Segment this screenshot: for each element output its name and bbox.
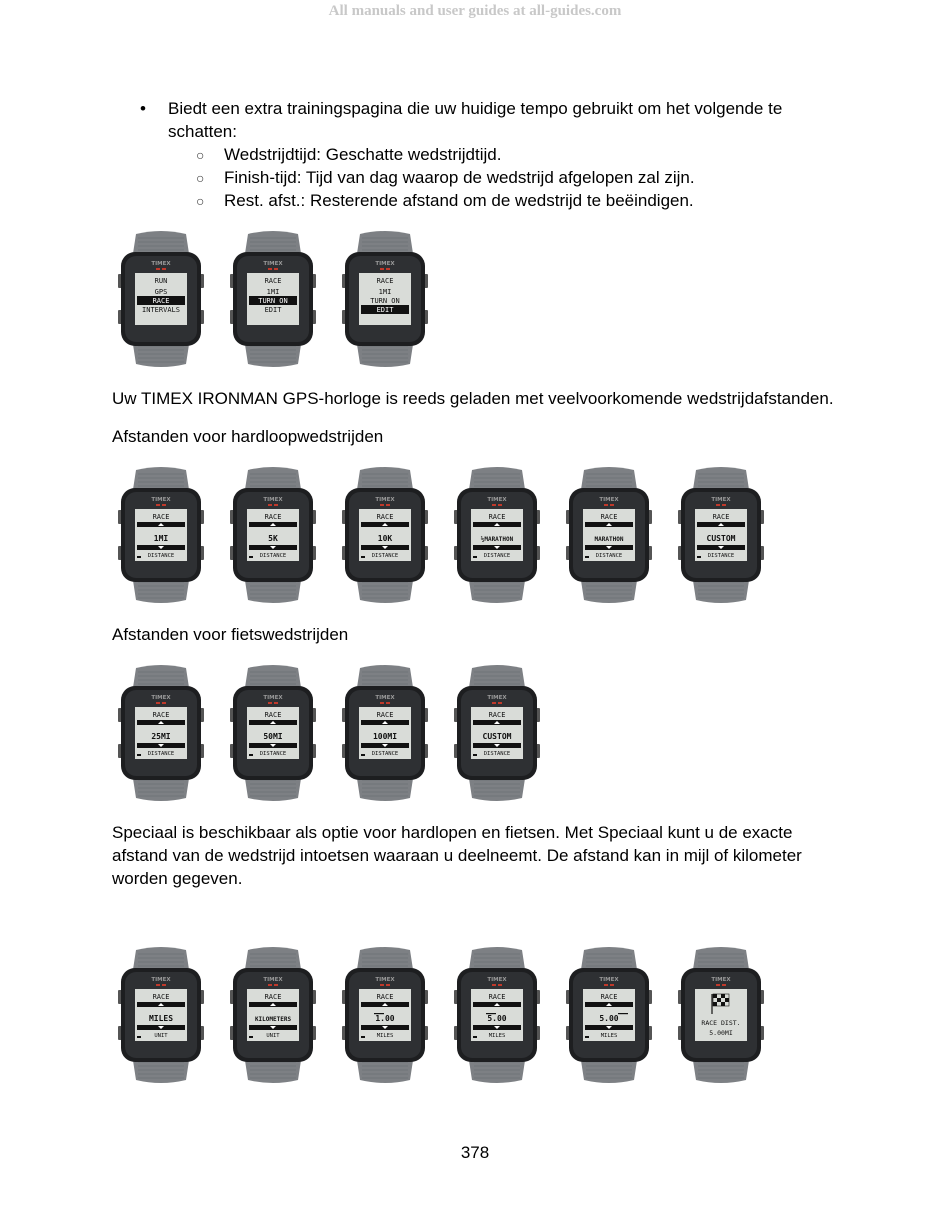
watch-screen-footer: MILES	[376, 1033, 394, 1039]
watch-illustration	[230, 664, 316, 802]
watch	[566, 946, 652, 1084]
watch-brand-logo: TIMEX	[711, 497, 731, 503]
watch-brand-logo: TIMEX	[599, 977, 619, 983]
paragraph-custom-distance: Speciaal is beschikbaar als optie voor hardlopen en fietsen. Met Speciaal kunt u de exacte afstand van de wedstrijd intoetsen waaraan u deelneemt. De afstand kan in mijl of kilometer worden gegeven.	[112, 823, 802, 888]
bullet-text: Biedt een extra trainingspagina die uw huidige tempo gebruikt om het volgende te schatten:	[168, 99, 783, 141]
watch-brand-logo: TIMEX	[375, 497, 395, 503]
watch-illustration	[566, 466, 652, 604]
watch-brand-logo: TIMEX	[487, 497, 507, 503]
watch-digit-cursor	[618, 1013, 628, 1014]
watch-screen-title: RACE	[264, 513, 282, 521]
watch-screen-title: RACE	[152, 711, 170, 719]
battery-icon	[585, 1036, 589, 1038]
watch-screen-footer: DISTANCE	[147, 751, 175, 757]
watch-screen-footer: DISTANCE	[259, 751, 287, 757]
watch-screen-title: RACE	[152, 993, 170, 1001]
watch-illustration	[678, 466, 764, 604]
battery-icon	[473, 754, 477, 756]
sub-item-marker: ○	[196, 170, 205, 186]
watch-screen-line: EDIT	[264, 306, 282, 314]
watch	[454, 946, 540, 1084]
watch-screen-value: 100MI	[372, 732, 398, 741]
sub-item	[196, 166, 695, 190]
watch-screen-footer: UNIT	[154, 1033, 168, 1039]
watch-brand-logo: TIMEX	[375, 977, 395, 983]
watch-brand-logo: TIMEX	[151, 695, 171, 701]
watch-brand-logo: TIMEX	[151, 497, 171, 503]
watch	[230, 466, 316, 604]
watch-illustration	[566, 946, 652, 1084]
battery-icon	[137, 754, 141, 756]
watch-screen-value: 1MI	[153, 534, 169, 543]
watch-illustration	[230, 230, 316, 368]
watch-screen-footer: MILES	[488, 1033, 506, 1039]
watch-digit-cursor	[486, 1013, 496, 1014]
watch-illustration	[678, 946, 764, 1084]
watch-screen-footer: DISTANCE	[707, 553, 735, 559]
battery-icon	[585, 556, 589, 558]
watch-screen-title: RACE	[264, 711, 282, 719]
watch-brand-logo: TIMEX	[263, 261, 283, 267]
watch-screen-line: RACE DIST.	[701, 1019, 741, 1027]
watch-screen-value: 25MI	[151, 732, 171, 741]
watch-illustration	[342, 466, 428, 604]
watch	[566, 466, 652, 604]
watch	[230, 946, 316, 1084]
watch-digit-cursor	[374, 1013, 384, 1014]
watch	[118, 230, 204, 368]
watch-screen-value: 50MI	[263, 732, 283, 741]
page-number: 378	[460, 1143, 490, 1162]
watch-illustration	[118, 946, 204, 1084]
sub-item-text: Rest. afst.: Resterende afstand om de wedstrijd te beëindigen.	[224, 191, 694, 210]
watch	[230, 664, 316, 802]
watch-screen-title: RACE	[488, 993, 506, 1001]
watch-screen-title: RUN	[154, 277, 168, 285]
watch-screen-value: 5.00	[599, 1014, 619, 1023]
watch	[342, 946, 428, 1084]
watch-screen-value: 10K	[377, 534, 393, 543]
watch-illustration	[118, 466, 204, 604]
sub-item	[196, 189, 694, 213]
watch-screen-line: RACE	[152, 297, 170, 305]
watch	[118, 466, 204, 604]
watch-brand-logo: TIMEX	[375, 695, 395, 701]
battery-icon	[361, 1036, 365, 1038]
watch-screen-title: RACE	[152, 513, 170, 521]
watch-screen-title: RACE	[376, 993, 394, 1001]
watch-brand-logo: TIMEX	[151, 977, 171, 983]
watch-illustration	[342, 664, 428, 802]
watch	[678, 946, 764, 1084]
battery-icon	[473, 556, 477, 558]
watch-screen-title: RACE	[600, 513, 618, 521]
sub-item-text: Finish-tijd: Tijd van dag waarop de wedstrijd afgelopen zal zijn.	[224, 168, 695, 187]
watch-screen-value: CUSTOM	[482, 732, 512, 741]
watch-screen-title: RACE	[264, 277, 282, 285]
watch-screen-value: KILOMETERS	[254, 1016, 292, 1023]
watch-screen-footer: DISTANCE	[147, 553, 175, 559]
watch-screen-value: 5K	[268, 534, 278, 543]
watch-screen-footer: DISTANCE	[483, 751, 511, 757]
watch-screen-line: 5.00MI	[709, 1029, 733, 1037]
watch-screen-line: GPS	[154, 288, 168, 296]
battery-icon	[137, 556, 141, 558]
watch	[118, 664, 204, 802]
watch-screen-footer: DISTANCE	[371, 751, 399, 757]
watch-brand-logo: TIMEX	[263, 497, 283, 503]
watch-screen-value: MARATHON	[594, 536, 624, 543]
watch-brand-logo: TIMEX	[263, 977, 283, 983]
watch-screen-value: MILES	[148, 1014, 174, 1023]
watch-screen-line: TURN ON	[258, 297, 288, 305]
battery-icon	[249, 754, 253, 756]
paragraph-preloaded-distances: Uw TIMEX IRONMAN GPS-horloge is reeds geladen met veelvoorkomende wedstrijdafstanden.	[112, 389, 834, 408]
battery-icon	[361, 556, 365, 558]
watch	[118, 946, 204, 1084]
heading-cycling-distances: Afstanden voor fietswedstrijden	[112, 625, 349, 644]
watch-screen-title: RACE	[376, 277, 394, 285]
watch-screen-line: EDIT	[376, 306, 394, 314]
heading-running-distances: Afstanden voor hardloopwedstrijden	[112, 427, 384, 446]
watch-screen-value: CUSTOM	[706, 534, 736, 543]
watch-illustration	[342, 230, 428, 368]
watch-brand-logo: TIMEX	[599, 497, 619, 503]
watch-brand-logo: TIMEX	[263, 695, 283, 701]
watch-illustration	[454, 664, 540, 802]
watch-brand-logo: TIMEX	[151, 261, 171, 267]
sub-item-marker: ○	[196, 193, 205, 209]
watch-screen-line: INTERVALS	[142, 306, 180, 314]
watch-illustration	[230, 466, 316, 604]
watch-screen-title: RACE	[488, 513, 506, 521]
watch-screen-footer: DISTANCE	[483, 553, 511, 559]
watch-illustration	[342, 946, 428, 1084]
watch-screen-footer: UNIT	[266, 1033, 280, 1039]
watch-brand-logo: TIMEX	[487, 977, 507, 983]
sub-item	[196, 143, 501, 167]
watch-screen-line: 1MI	[266, 288, 280, 296]
watermark: All manuals and user guides at all-guides.com	[328, 3, 622, 19]
battery-icon	[361, 754, 365, 756]
battery-icon	[249, 1036, 253, 1038]
watch-screen-line: TURN ON	[370, 297, 400, 305]
watch-illustration	[230, 946, 316, 1084]
battery-icon	[137, 1036, 141, 1038]
watch	[342, 230, 428, 368]
bullet-marker: •	[140, 99, 146, 118]
watch-screen-line: 1MI	[378, 288, 392, 296]
watch-illustration	[454, 946, 540, 1084]
watch	[454, 664, 540, 802]
sub-item-marker: ○	[196, 147, 205, 163]
watch-screen-title: RACE	[488, 711, 506, 719]
watch-screen-title: RACE	[600, 993, 618, 1001]
battery-icon	[697, 556, 701, 558]
watch-screen-title: RACE	[712, 513, 730, 521]
watch-screen-title: RACE	[376, 711, 394, 719]
watch-screen-footer: DISTANCE	[259, 553, 287, 559]
watch	[342, 664, 428, 802]
watch-brand-logo: TIMEX	[711, 977, 731, 983]
watch-screen-footer: DISTANCE	[595, 553, 623, 559]
watch-illustration	[454, 466, 540, 604]
battery-icon	[249, 556, 253, 558]
watch-screen-value: 5.00	[487, 1014, 507, 1023]
watch-screen-title: RACE	[264, 993, 282, 1001]
watch-screen-value: ½MARATHON	[480, 536, 514, 543]
sub-item-text: Wedstrijdtijd: Geschatte wedstrijdtijd.	[224, 145, 502, 164]
watch-brand-logo: TIMEX	[487, 695, 507, 701]
watch-screen-value: 1.00	[375, 1014, 395, 1023]
watch-screen-title: RACE	[376, 513, 394, 521]
watch-screen-footer: DISTANCE	[371, 553, 399, 559]
watch	[230, 230, 316, 368]
watch-illustration	[118, 230, 204, 368]
watch	[342, 466, 428, 604]
watch-screen-footer: MILES	[600, 1033, 618, 1039]
watch-brand-logo: TIMEX	[375, 261, 395, 267]
watch-illustration	[118, 664, 204, 802]
watch	[678, 466, 764, 604]
battery-icon	[473, 1036, 477, 1038]
watch	[454, 466, 540, 604]
